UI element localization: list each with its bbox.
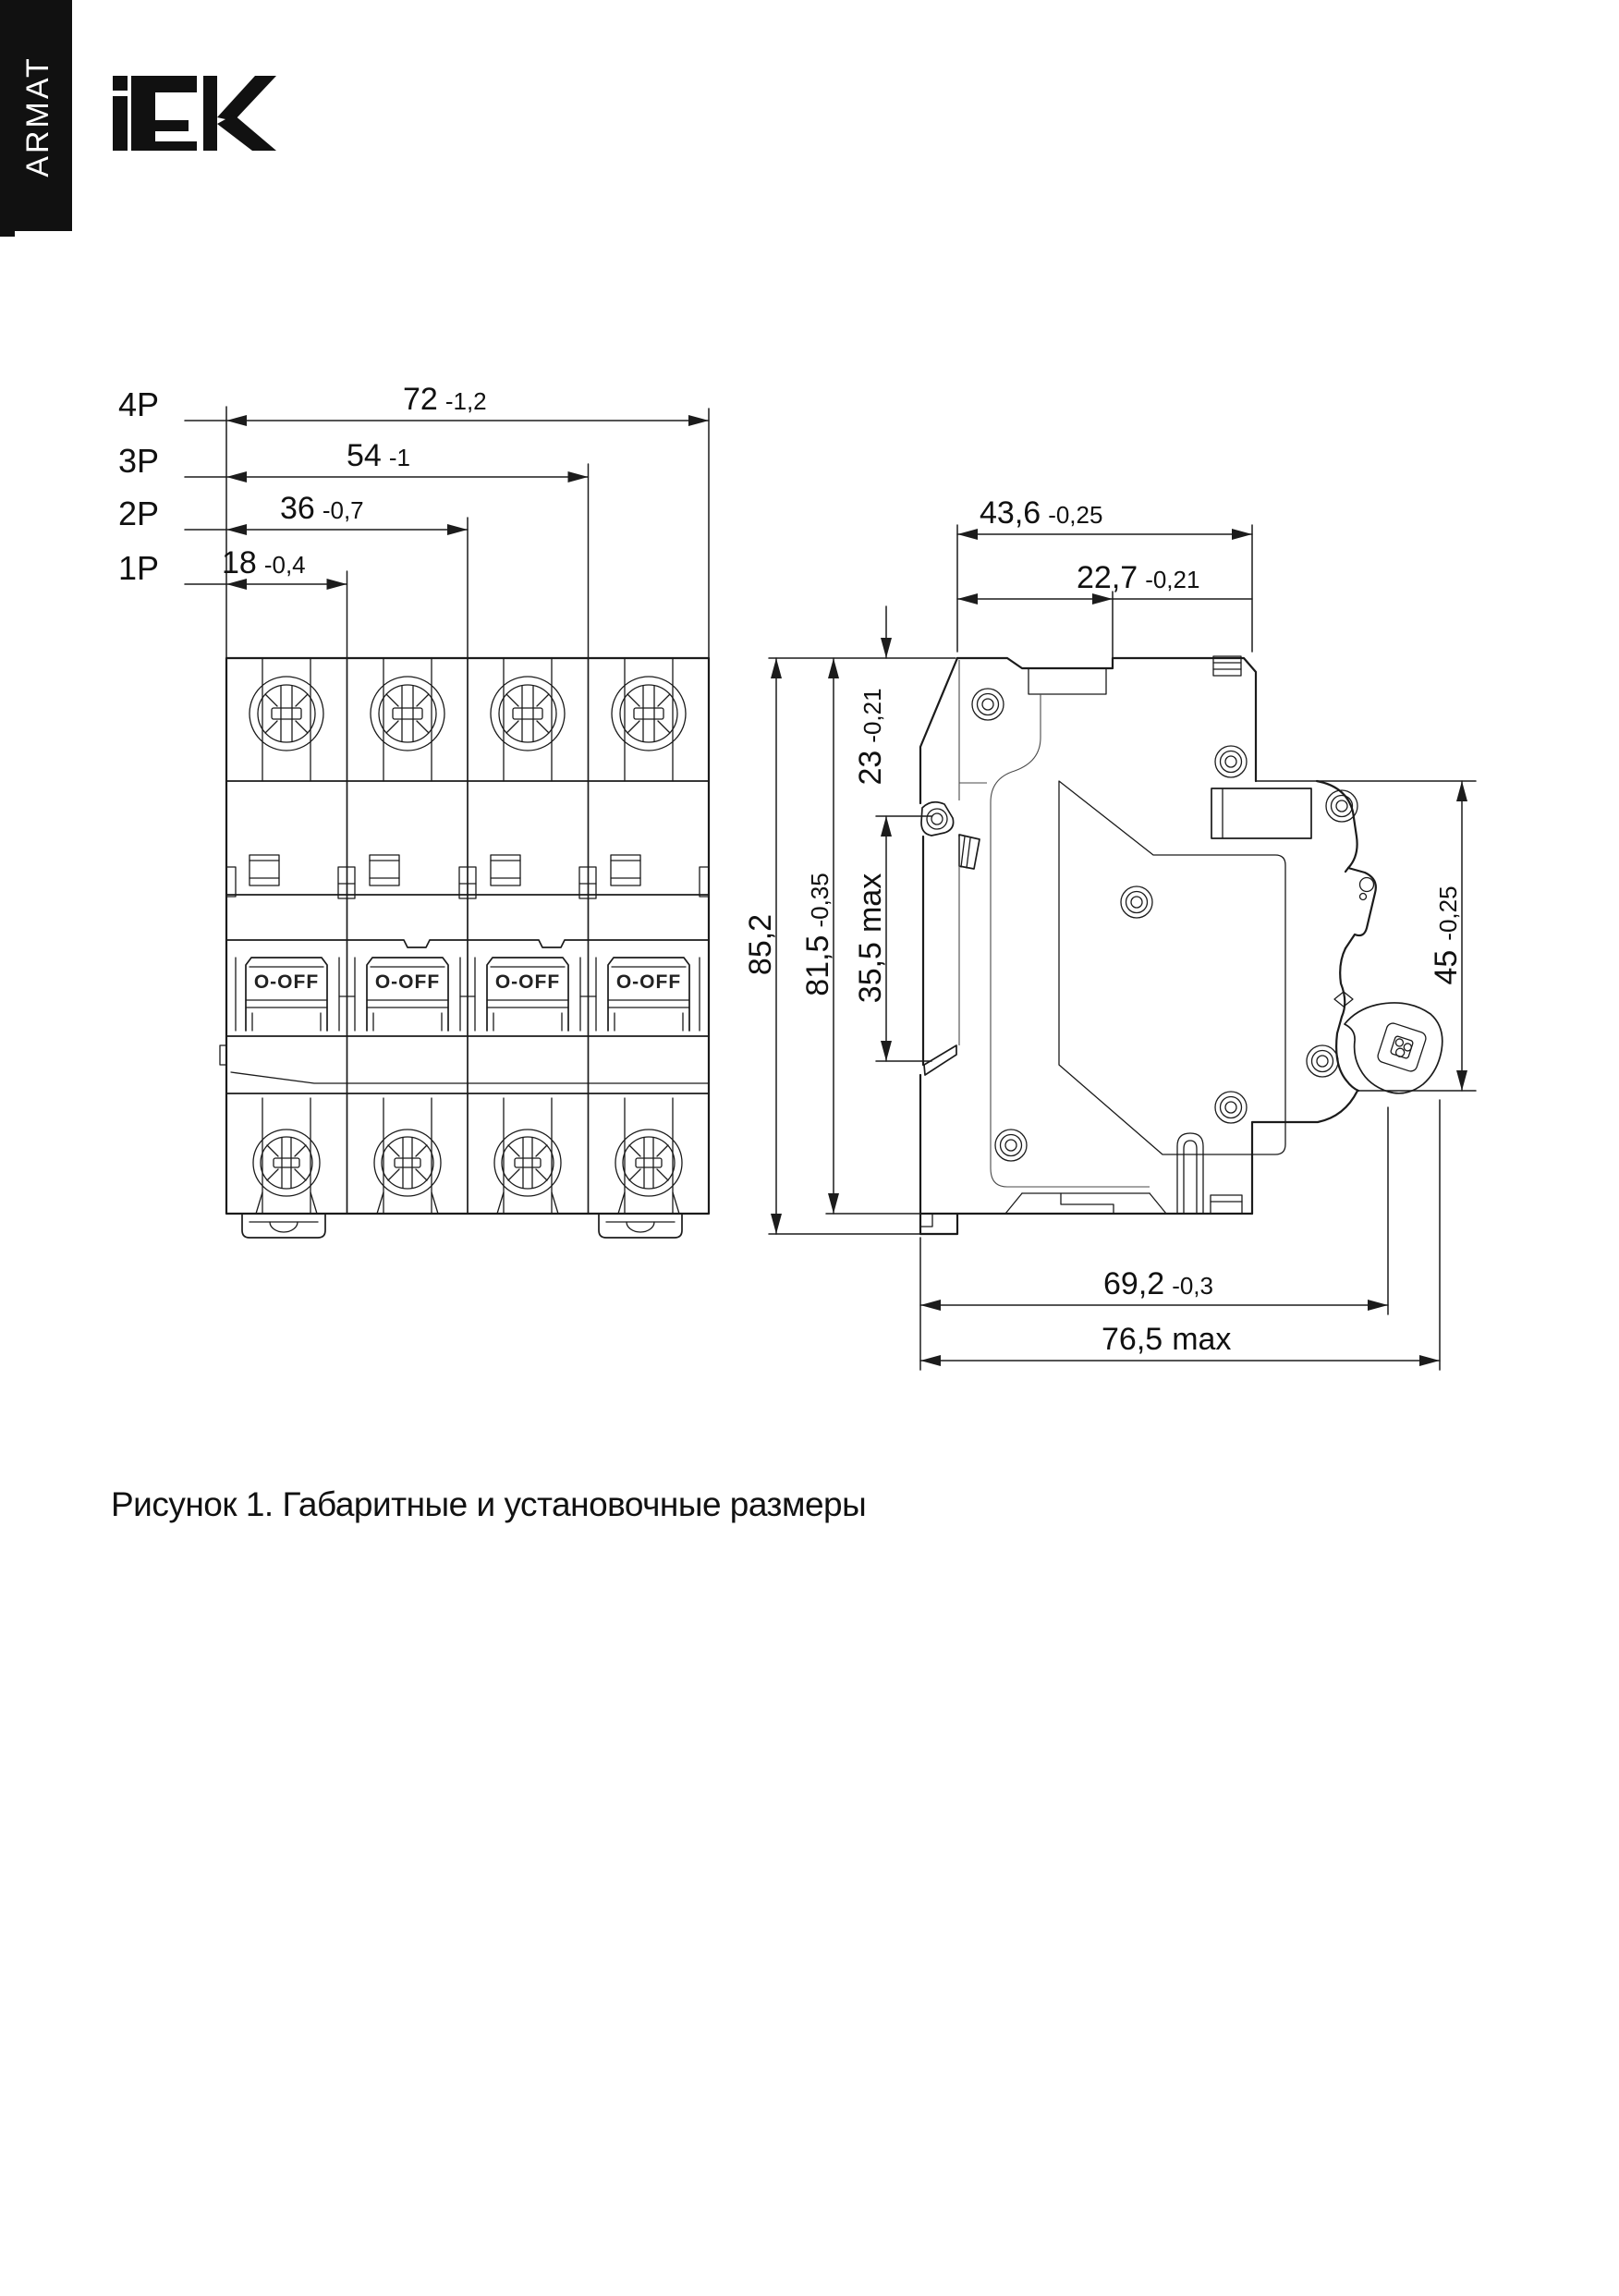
dim-value: 54 -1: [347, 438, 410, 473]
pole-count-label: 4P: [118, 385, 160, 423]
toggle-state-label: O-OFF: [374, 971, 441, 993]
dim-value: 81,5-0,35: [800, 873, 835, 996]
toggle-state-label: O-OFF: [494, 971, 561, 993]
dim-value: 45-0,25: [1429, 885, 1464, 985]
dim-value: 35,5max: [853, 873, 888, 1004]
dim-value: 85,2: [743, 913, 778, 976]
dim-value: 72 -1,2: [403, 382, 487, 417]
dim-value: 22,7 -0,21: [1077, 560, 1200, 595]
toggle-state-label: O-OFF: [615, 971, 682, 993]
pole-count-label: 1P: [118, 549, 160, 587]
pole-count-label: 3P: [118, 442, 160, 480]
dim-value: 36 -0,7: [280, 491, 364, 526]
dim-value: 23-0,21: [853, 688, 888, 786]
figure-caption: Рисунок 1. Габаритные и установочные размеры: [111, 1485, 867, 1523]
toggle-state-label: O-OFF: [253, 971, 320, 993]
brand-sidebar: [0, 0, 72, 237]
dim-value: 18 -0,4: [222, 545, 306, 580]
series-label: ARMAT: [20, 55, 55, 177]
dim-value: 69,2 -0,3: [1103, 1266, 1213, 1301]
pole-count-label: 2P: [118, 495, 160, 532]
dim-value: 76,5 max: [1102, 1322, 1232, 1357]
dim-value: 43,6 -0,25: [980, 495, 1103, 531]
